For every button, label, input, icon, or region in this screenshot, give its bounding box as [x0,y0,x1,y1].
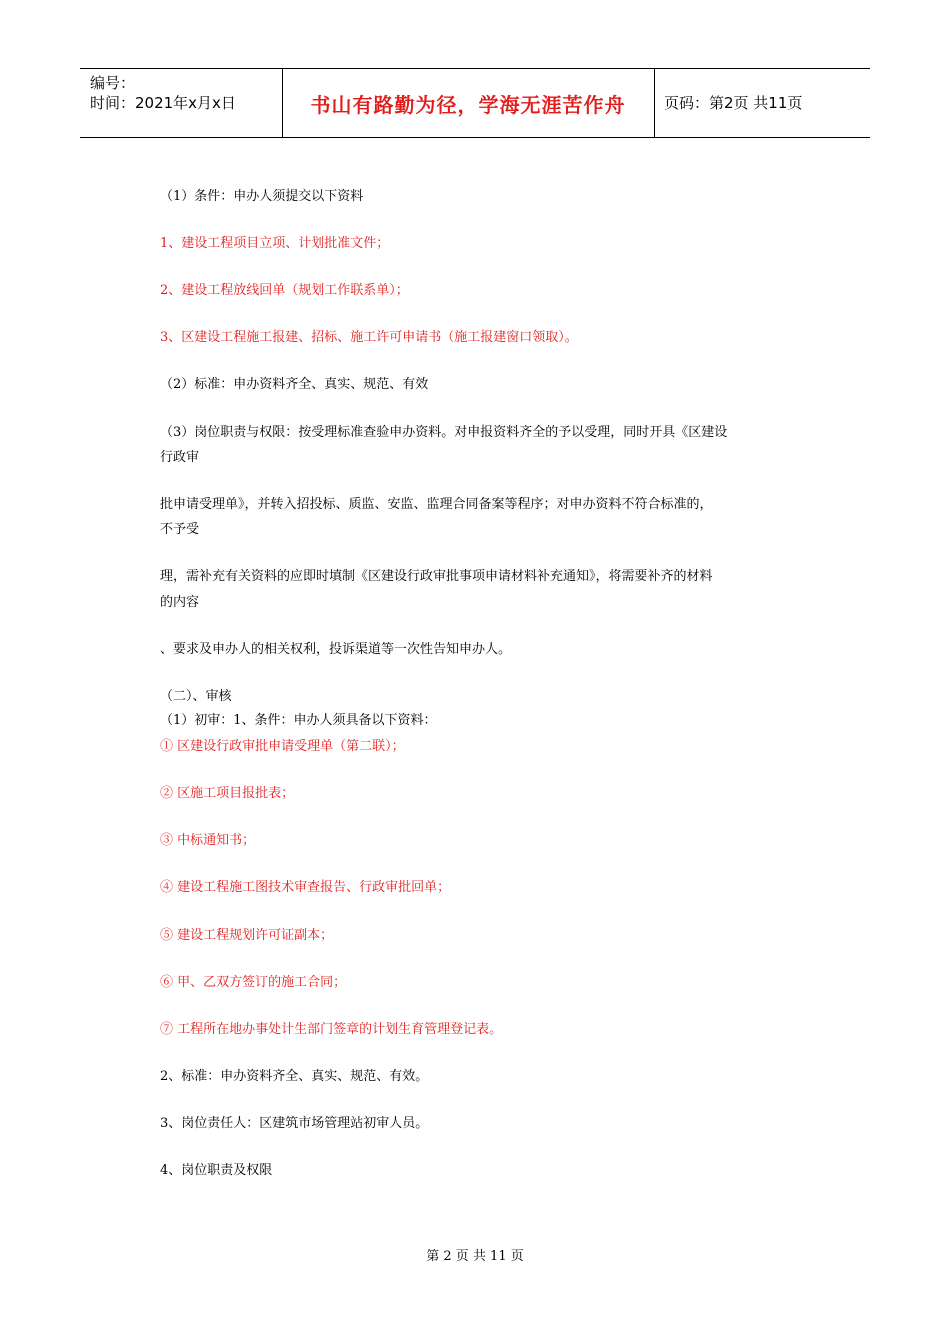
paragraph: 4、岗位职责及权限 [160,1163,273,1178]
paragraph: 3、区建设工程施工报建、招标、施工许可申请书（施工报建窗口领取）。 [160,330,578,345]
paragraph: （1）条件：申办人须提交以下资料 [160,189,364,204]
paragraph: 批申请受理单》，并转入招投标、质监、安监、监理合同备案等程序；对申办资料不符合标准的， [160,497,713,512]
paragraph: （2）标准：申办资料齐全、真实、规范、有效 [160,377,429,392]
paragraph: 行政审 [160,450,200,465]
list-item: ① 区建设行政审批申请受理单（第二联）； [160,739,405,754]
paragraph: 、要求及申办人的相关权利，投诉渠道等一次性告知申办人。 [160,642,512,657]
page-number-label: 页码：第2页 共11页 [664,94,803,112]
paragraph: 1、建设工程项目立项、计划批准文件； [160,236,390,251]
header-motto: 书山有路勤为径，学海无涯苦作舟 [310,92,626,117]
paragraph: 2、建设工程放线回单（规划工作联系单）； [160,283,409,298]
page-footer: 第 2 页 共 11 页 [426,1249,524,1264]
paragraph: （3）岗位职责与权限：按受理标准查验申办资料。对申报资料齐全的予以受理，同时开具《区建设 [160,425,728,440]
paragraph: 3、岗位责任人：区建筑市场管理站初审人员。 [160,1116,429,1131]
paragraph: 的内容 [160,595,200,610]
list-item: ⑦ 工程所在地办事处计生部门签章的计划生育管理登记表。 [160,1022,503,1037]
paragraph: 2、标准：申办资料齐全、真实、规范、有效。 [160,1069,429,1084]
paragraph: 不予受 [160,522,200,537]
section-heading: （二）、审核 [160,689,232,704]
list-item: ③ 中标通知书； [160,833,256,848]
list-item: ⑤ 建设工程规划许可证副本； [160,928,334,943]
list-item: ⑥ 甲、乙双方签订的施工合同； [160,975,347,990]
number-label: 编号： [90,74,136,92]
header-left [90,73,236,113]
list-item: ② 区施工项目报批表； [160,786,295,801]
page-header [80,68,870,138]
header-divider [654,69,655,137]
paragraph: （1）初审：1、条件：申办人须具备以下资料： [160,713,437,728]
list-item: ④ 建设工程施工图技术审查报告、行政审批回单； [160,880,451,895]
paragraph: 理，需补充有关资料的应即时填制《区建设行政审批事项申请材料补充通知》，将需要补齐的材料 [160,569,713,584]
time-label: 时间：2021年x月x日 [90,94,236,112]
